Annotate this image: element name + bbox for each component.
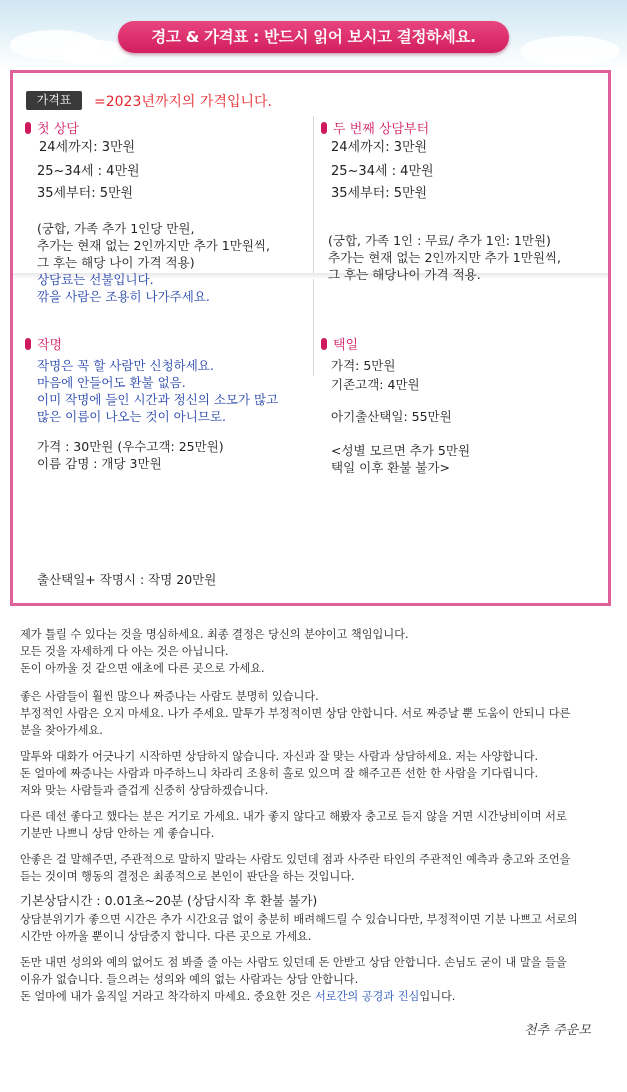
notice-line: 돈만 내면 성의와 예의 없어도 점 봐줄 줄 아는 사람도 있던데 돈 안받고 상담 안합니다. 손님도 굳이 내 말을 들을 — [20, 956, 567, 969]
second-price-line: 24세까지: 3만원 — [331, 140, 428, 155]
second-note-line: (궁합, 가족 1인 : 무료/ 추가 1인: 1만원) — [328, 233, 551, 248]
left-edge-gap — [13, 523, 25, 593]
date-selection-title: 택일 — [333, 338, 359, 353]
notice-last-line — [20, 988, 610, 1005]
first-price-line: 24세까지: 3만원 — [39, 140, 136, 155]
first-note-line: 그 후는 해당 나이 가격 적용) — [37, 255, 195, 270]
column-divider — [313, 116, 314, 376]
notice-line: 모든 것을 자세하게 다 아는 것은 아닙니다. — [20, 645, 229, 658]
date-price-line: 가격: 5만원 — [331, 358, 396, 373]
notice-line: 안좋은 걸 말해주면, 주관적으로 말하지 말라는 사람도 있던데 점과 사주란 타인의 주관적인 예측과 충고와 조언을 — [20, 853, 571, 866]
notice-line: 말투와 대화가 어긋나기 시작하면 상담하지 않습니다. 자신과 잘 맞는 사람과 상담하세요. 저는 사양합니다. — [20, 750, 539, 763]
warning-banner: 경고 & 가격표 : 반드시 읽어 보시고 결정하세요. — [118, 21, 509, 53]
last-line-text: 돈 얼마에 내가 움직일 거라고 착각하지 마세요. 중요한 것은 — [20, 990, 315, 1003]
price-tag-label: 가격표 — [26, 91, 82, 110]
notice-paragraph — [20, 688, 610, 739]
cloud-decoration — [520, 36, 620, 66]
notice-paragraph — [20, 748, 610, 799]
notice-line: 돈이 아까울 것 같으면 애초에 다른 곳으로 가세요. — [20, 662, 265, 675]
notice-line: 이유가 없습니다. 들으려는 성의와 예의 없는 사람과는 상담 안합니다. — [20, 973, 359, 986]
second-consult-title: 두 번째 상담부터 — [333, 122, 430, 137]
notice-line: 듣는 것이며 행동의 결정은 최종적으로 본인이 판단을 하는 것입니다. — [20, 870, 355, 883]
bullet-icon — [25, 338, 31, 350]
basic-time-heading: 기본상담시간 : 0.01초~20분 (상담시작 후 환불 불가) — [20, 893, 318, 908]
notice-paragraph — [20, 954, 610, 1005]
notice-paragraph — [20, 911, 610, 945]
bullet-icon — [321, 338, 327, 350]
notice-paragraph — [20, 808, 610, 842]
second-note-line: 추가는 현재 없는 2인까지만 추가 1만원씩, — [328, 250, 561, 265]
respect-keyword: 서로간의 공경과 진심 — [314, 990, 420, 1003]
naming-title: 작명 — [37, 338, 63, 353]
bundle-price: 출산택일+ 작명시 : 작명 20만원 — [37, 572, 217, 587]
first-consult-heading — [25, 118, 79, 137]
last-line-suffix: 입니다. — [419, 990, 456, 1003]
date-selection-heading — [321, 334, 358, 353]
first-price-line: 25~34세 : 4만원 — [37, 164, 140, 179]
notice-line: 저와 맞는 사람들과 즐겁게 신중히 상담하겠습니다. — [20, 784, 269, 797]
prepaid-note: 상담료는 선불입니다. — [37, 272, 154, 287]
notice-line: 상담분위기가 좋으면 시간은 추가 시간요금 없이 충분히 배려해드릴 수 있습니다만, 부정적이면 기분 나쁘고 서로의 — [20, 913, 578, 926]
notice-line: 좋은 사람들이 훨씬 많으나 짜증나는 사람도 분명히 있습니다. — [20, 690, 319, 703]
author-signature: 천추 주운모 — [524, 1023, 591, 1038]
price-table — [10, 70, 611, 606]
second-price-line: 35세부터: 5만원 — [331, 186, 428, 201]
date-note-line: 택일 이후 환불 불가> — [331, 460, 450, 475]
no-discount-note: 깎을 사람은 조용히 나가주세요. — [37, 289, 210, 304]
naming-warning-line: 이미 작명에 들인 시간과 정신의 소모가 많고 — [37, 392, 279, 407]
date-note-line: <성별 모르면 추가 5만원 — [331, 443, 471, 458]
naming-price-line: 이름 감명 : 개당 3만원 — [37, 456, 162, 471]
date-price-line: 기존고객: 4만원 — [331, 377, 420, 392]
naming-heading — [25, 334, 62, 353]
second-price-line: 25~34세 : 4만원 — [331, 164, 434, 179]
naming-warning-line: 작명은 꼭 할 사람만 신청하세요. — [37, 358, 214, 373]
first-price-line: 35세부터: 5만원 — [37, 186, 134, 201]
second-note-line: 그 후는 해당나이 가격 적용. — [328, 267, 481, 282]
naming-warning-line: 많은 이름이 나오는 것이 아니므로. — [37, 409, 226, 424]
notice-line: 부정적인 사람은 오지 마세요. 나가 주세요. 말투가 부정적이면 상담 안합니다. 서로 짜증날 뿐 도움이 안되니 다른 — [20, 707, 571, 720]
naming-warning-line: 마음에 안들어도 환불 없음. — [37, 375, 186, 390]
notice-line: 시간만 아까울 뿐이니 상담중지 합니다. 다른 곳으로 가세요. — [20, 930, 312, 943]
bullet-icon — [321, 122, 327, 134]
baby-date-price: 아기출산택일: 55만원 — [331, 409, 452, 424]
notice-line: 돈 얼마에 짜증나는 사람과 마주하느니 차라리 조용히 홀로 있으며 잘 해주고픈 선한 한 사람을 기다립니다. — [20, 767, 539, 780]
notice-line: 제가 틀릴 수 있다는 것을 명심하세요. 최종 결정은 당신의 분야이고 책임입니다. — [20, 628, 409, 641]
year-note: =2023년까지의 가격입니다. — [94, 94, 272, 110]
bullet-icon — [25, 122, 31, 134]
naming-price-line: 가격 : 30만원 (우수고객: 25만원) — [37, 439, 224, 454]
notice-paragraph — [20, 626, 610, 677]
notice-line: 다른 데선 좋다고 했다는 분은 거기로 가세요. 내가 좋지 않다고 해봤자 충고로 듣지 않을 거면 시간낭비이며 서로 — [20, 810, 567, 823]
first-consult-title: 첫 상담 — [37, 122, 79, 137]
notice-paragraph — [20, 851, 610, 885]
first-note-line: (궁합, 가족 추가 1인당 만원, — [37, 221, 195, 236]
second-consult-heading — [321, 118, 429, 137]
notice-line: 분을 찾아가세요. — [20, 724, 103, 737]
first-note-line: 추가는 현재 없는 2인까지만 추가 1만원씩, — [37, 238, 270, 253]
notice-line: 기분만 나쁘니 상담 안하는 게 좋습니다. — [20, 827, 215, 840]
